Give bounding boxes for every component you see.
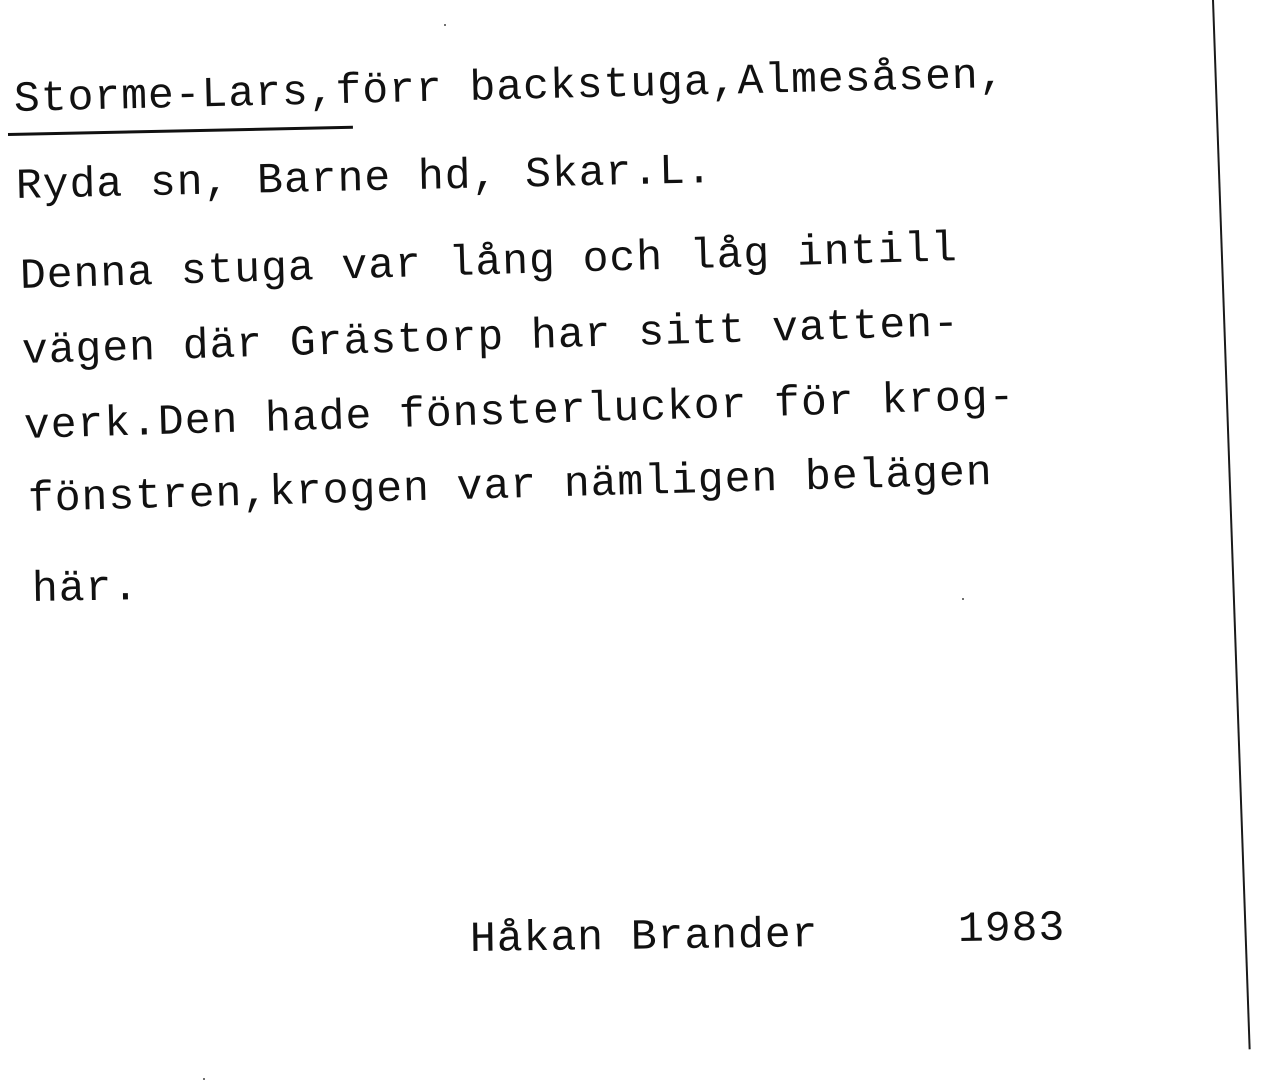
author-name: Håkan Brander <box>469 910 819 964</box>
card-year: 1983 <box>957 903 1066 954</box>
card-location: Ryda sn, Barne hd, Skar.L. <box>15 146 714 211</box>
card-heading: Storme-Lars,förr backstuga,Almesåsen, <box>13 50 1007 124</box>
scan-speck <box>444 24 446 26</box>
body-line-3: verk.Den hade fönsterluckor för krog- <box>23 372 1017 451</box>
body-line-1: Denna stuga var lång och låg intill <box>19 224 959 301</box>
body-line-5: här. <box>31 563 140 614</box>
scan-speck <box>203 1078 205 1080</box>
body-line-4: fönstren,krogen var nämligen belägen <box>27 448 994 524</box>
heading-underline <box>8 126 353 136</box>
card-edge-line <box>1212 0 1251 1049</box>
body-line-2: vägen där Grästorp har sitt vatten- <box>21 299 961 376</box>
scan-speck <box>962 598 964 600</box>
